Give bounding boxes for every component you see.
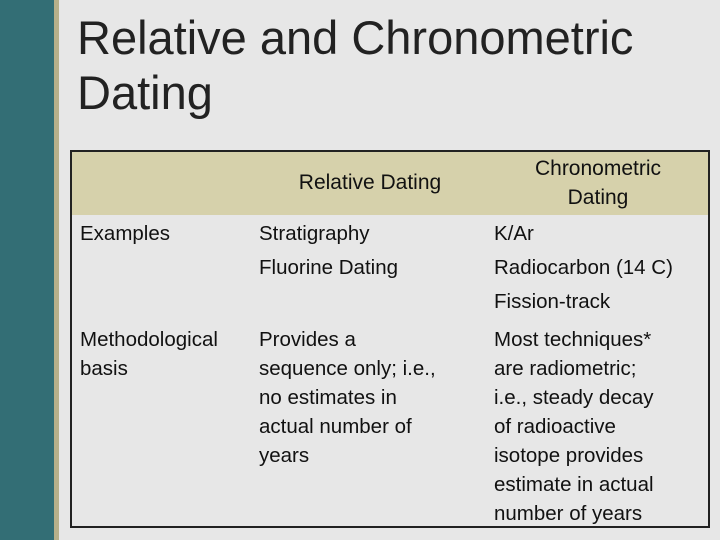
row-label-line-1: Methodological <box>80 328 218 351</box>
relative-method-line-3: no estimates in <box>259 386 397 409</box>
row-label-line-2: basis <box>80 357 128 380</box>
cell-examples-relative <box>259 217 398 285</box>
row-label-examples: Examples <box>80 222 171 245</box>
chronometric-method-line-1: Most techniques* <box>494 328 652 351</box>
row-label-methodological-basis <box>80 325 218 383</box>
relative-method-line-1: Provides a <box>259 328 356 351</box>
relative-method-line-5: years <box>259 444 310 467</box>
header-chronometric-dating <box>486 154 710 212</box>
relative-example-1: Stratigraphy <box>259 222 370 245</box>
chronometric-method-line-7: number of years <box>494 502 643 525</box>
header-chronometric-line-1: Chronometric <box>534 157 662 180</box>
chronometric-method-line-3: i.e., steady decay <box>494 386 654 409</box>
relative-method-line-4: actual number of <box>259 415 412 438</box>
chronometric-method-line-5: isotope provides <box>494 444 644 467</box>
cell-examples-chronometric <box>494 217 673 319</box>
relative-example-2: Fluorine Dating <box>259 256 399 279</box>
chronometric-method-line-2: are radiometric; <box>494 357 637 380</box>
chronometric-example-2: Radiocarbon (14 C) <box>494 256 673 279</box>
title-line-2: Dating <box>77 66 213 119</box>
relative-method-line-2: sequence only; i.e., <box>259 357 436 380</box>
chronometric-method-line-6: estimate in actual <box>494 473 654 496</box>
title-line-1: Relative and Chronometric <box>77 11 634 64</box>
header-chronometric-line-2: Dating <box>567 186 629 209</box>
left-teal-stripe <box>0 0 54 540</box>
chronometric-method-line-4: of radioactive <box>494 415 616 438</box>
cell-methodology-chronometric <box>494 325 709 528</box>
chronometric-example-3: Fission-track <box>494 290 611 313</box>
cell-methodology-relative <box>259 325 484 470</box>
chronometric-example-1: K/Ar <box>494 222 534 245</box>
slide-title <box>77 10 697 120</box>
header-relative-dating: Relative Dating <box>298 171 442 194</box>
